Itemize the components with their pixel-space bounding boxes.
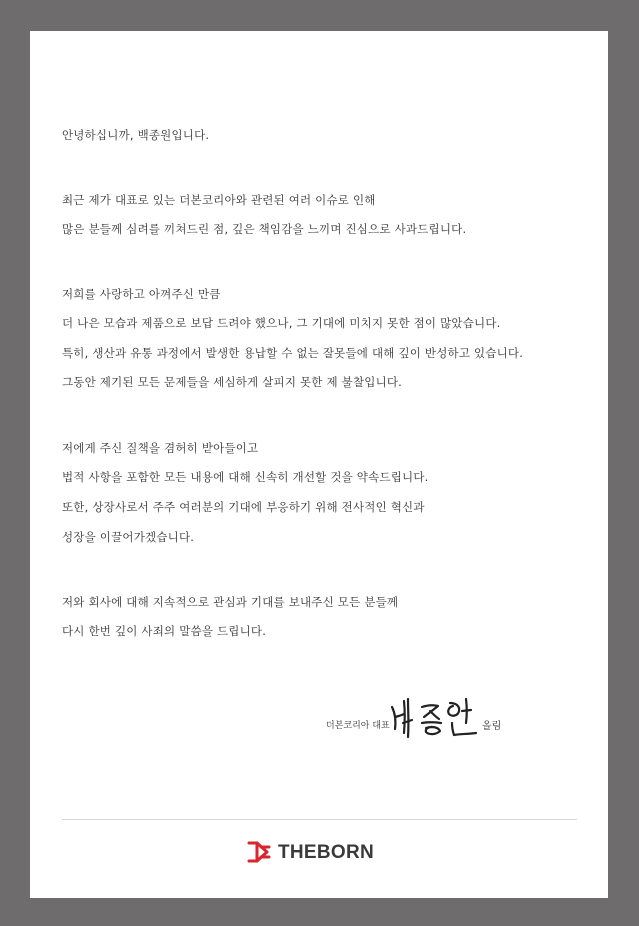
paragraph-4-line-1: 저와 회사에 대해 지속적으로 관심과 기대를 보내주신 모든 분들께 [62,595,399,609]
paragraph-3-line-3: 또한, 상장사로서 주주 여러분의 기대에 부응하기 위해 전사적인 혁신과 [62,500,425,514]
paragraph-2-line-4: 그동안 제기된 모든 문제들을 세심하게 살피지 못한 제 불찰입니다. [62,375,403,389]
paragraph-1-line-1: 최근 제가 대표로 있는 더본코리아와 관련된 여러 이슈로 인해 [62,193,376,207]
paragraph-2-line-1: 저희를 사랑하고 아껴주신 만큼 [62,287,221,301]
brand-name: THEBORN [278,842,375,863]
paragraph-3-line-4: 성장을 이끌어가겠습니다. [62,530,195,544]
paragraph-1-line-2: 많은 분들께 심려를 끼쳐드린 점, 깊은 책임감을 느끼며 진심으로 사과드립니다. [62,222,467,236]
footer-divider [62,819,577,820]
signature-title: 더본코리아 대표 [326,721,390,731]
theborn-logo-icon [245,837,273,867]
signature-block [300,693,560,743]
paragraph-2-line-2: 더 나은 모습과 제품으로 보답 드려야 했으나, 그 기대에 미치지 못한 점이 많았습니다. [62,316,501,330]
greeting-line: 안녕하십니까, 백종원입니다. [62,128,210,142]
paragraph-3-line-2: 법적 사항을 포함한 모든 내용에 대해 신속히 개선할 것을 약속드립니다. [62,470,429,484]
theborn-logo [245,837,395,867]
signature-suffix: 올림 [482,721,502,732]
letter-paper [30,31,608,898]
paragraph-2-line-3: 특히, 생산과 유통 과정에서 발생한 용납할 수 없는 잘못들에 대해 깊이 반성하고 있습니다. [62,346,524,360]
paragraph-4-line-2: 다시 한번 깊이 사죄의 말씀을 드립니다. [62,624,267,638]
paragraph-3-line-1: 저에게 주신 질책을 겸허히 받아들이고 [62,441,259,455]
handwritten-signature [386,693,492,741]
